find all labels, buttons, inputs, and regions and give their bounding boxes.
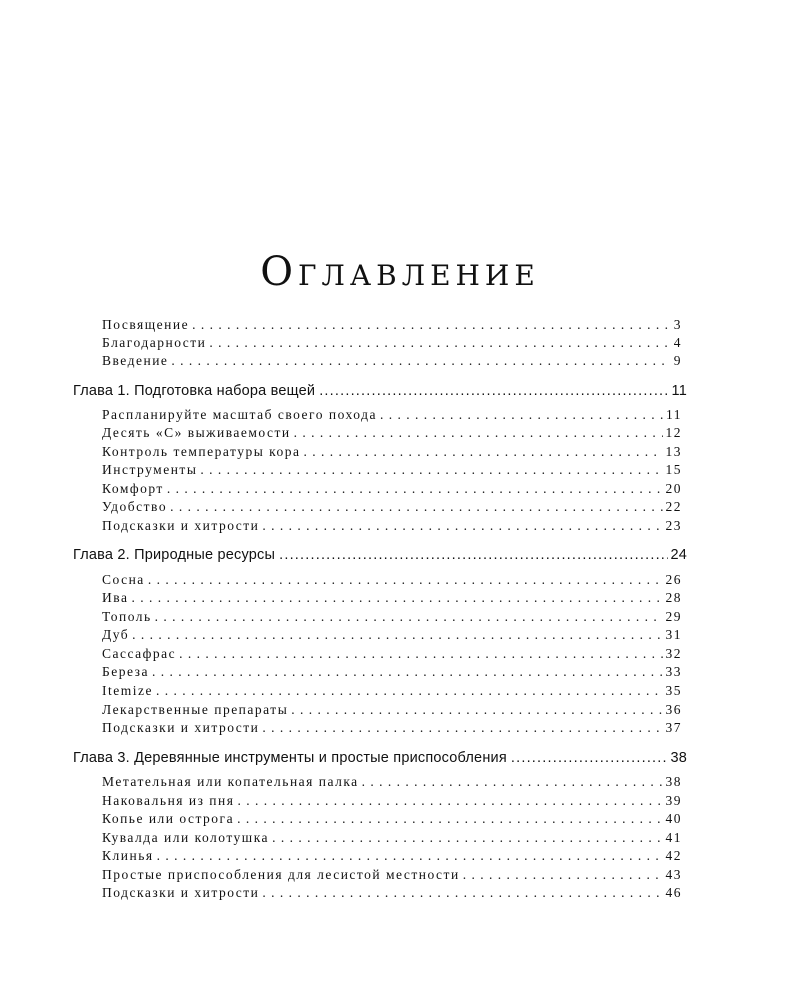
- dot-leader: [155, 608, 663, 626]
- dot-leader: [131, 589, 662, 607]
- dot-leader: [209, 334, 670, 352]
- toc-entry-label: Десять «С» выживаемости: [102, 425, 291, 440]
- toc-chapter-2[interactable]: [73, 546, 687, 564]
- dot-leader: [132, 626, 662, 644]
- toc-entry-label: Введение: [102, 353, 169, 368]
- toc-entry[interactable]: [102, 792, 682, 810]
- toc-entry-label: Распланируйте масштаб своего похода: [102, 407, 377, 422]
- toc-entry-label: Удобство: [102, 499, 168, 514]
- toc-entry[interactable]: [102, 461, 682, 479]
- toc-entry-page: 4: [673, 335, 682, 350]
- toc-entry-label: Благодарности: [102, 335, 207, 350]
- toc-entry-label: Лекарственные препараты: [102, 702, 289, 717]
- toc-entry-label: Посвящение: [102, 317, 190, 332]
- toc-entry-page: 9: [673, 353, 682, 368]
- toc-entry[interactable]: [102, 571, 682, 589]
- toc-entry-page: 40: [665, 811, 682, 826]
- toc-entry-page: 33: [665, 664, 682, 679]
- toc-entry[interactable]: [102, 517, 682, 535]
- toc-entry-page: 28: [665, 590, 682, 605]
- toc-entry-page: 13: [665, 444, 682, 459]
- toc-entry[interactable]: [102, 498, 682, 516]
- dot-leader: [156, 682, 663, 700]
- dot-leader: [167, 480, 663, 498]
- dot-leader: [463, 866, 663, 884]
- toc-chapter-3[interactable]: [73, 749, 687, 767]
- toc-entry-label: Сассафрас: [102, 646, 177, 661]
- toc-entry-page: 41: [665, 830, 682, 845]
- dot-leader: [157, 847, 663, 865]
- dot-leader: [171, 352, 670, 370]
- toc-entry[interactable]: [102, 866, 682, 884]
- toc-entry[interactable]: [102, 701, 682, 719]
- toc-entry-page: 46: [665, 885, 682, 900]
- toc-entry[interactable]: [102, 847, 682, 865]
- toc-entry-page: 31: [665, 627, 682, 642]
- toc-entry[interactable]: [102, 829, 682, 847]
- toc-chapter-title: Глава 2. Природные ресурсы: [73, 547, 276, 563]
- toc-entry-label: Подсказки и хитрости: [102, 518, 260, 533]
- toc-entry-label: Наковальня из пня: [102, 793, 235, 808]
- toc-entry[interactable]: [102, 406, 682, 424]
- toc-entry[interactable]: [102, 884, 682, 902]
- toc-entry[interactable]: [102, 682, 682, 700]
- toc-entry-label: Инструменты: [102, 462, 198, 477]
- toc-entry-label: Комфорт: [102, 481, 164, 496]
- toc-chapter-page: 11: [671, 383, 687, 399]
- dot-leader: [148, 571, 663, 589]
- toc-entry-label: Береза: [102, 664, 149, 679]
- toc-entry-label: Метательная или копательная палка: [102, 774, 359, 789]
- dot-leader: [291, 701, 662, 719]
- toc-entry[interactable]: [102, 608, 682, 626]
- dot-leader: [319, 382, 669, 400]
- toc-entry-page: 43: [665, 867, 682, 882]
- toc-entry-label: Сосна: [102, 572, 145, 587]
- page-title: Оглавление: [260, 249, 540, 295]
- toc-entry[interactable]: [102, 645, 682, 663]
- toc-entry-label: Itemize: [102, 683, 153, 698]
- dot-leader: [179, 645, 662, 663]
- toc-entry-page: 15: [665, 462, 682, 477]
- toc-entry-label: Ива: [102, 590, 129, 605]
- toc-entry-introduction[interactable]: [102, 352, 682, 370]
- dot-leader: [304, 443, 663, 461]
- toc-entry-page: 26: [665, 572, 682, 587]
- toc-chapter-page: 38: [670, 750, 687, 766]
- dot-leader: [511, 749, 669, 767]
- toc-chapter-title: Глава 3. Деревянные инструменты и простые приспособления: [73, 750, 507, 766]
- toc-entry-label: Контроль температуры кора: [102, 444, 301, 459]
- dot-leader: [237, 792, 662, 810]
- dot-leader: [262, 719, 662, 737]
- dot-leader: [279, 546, 668, 564]
- dot-leader: [272, 829, 662, 847]
- toc-entry-page: 12: [665, 425, 682, 440]
- toc-entry[interactable]: [102, 626, 682, 644]
- toc-entry[interactable]: [102, 663, 682, 681]
- toc-entry-label: Клинья: [102, 848, 154, 863]
- toc-entry[interactable]: [102, 424, 682, 442]
- toc-entry-label: Простые приспособления для лесистой местности: [102, 867, 460, 882]
- toc-entry[interactable]: [102, 443, 682, 461]
- dot-leader: [380, 406, 663, 424]
- toc-entry-label: Подсказки и хитрости: [102, 720, 260, 735]
- dot-leader: [200, 461, 662, 479]
- toc-entry[interactable]: [102, 810, 682, 828]
- toc-entry-label: Тополь: [102, 609, 152, 624]
- toc-entry-dedication[interactable]: [102, 316, 682, 334]
- toc-entry-page: 23: [665, 518, 682, 533]
- toc-entry-page: 35: [665, 683, 682, 698]
- toc-entry-page: 38: [665, 774, 682, 789]
- toc-entry[interactable]: [102, 719, 682, 737]
- toc-entry-page: 36: [665, 702, 682, 717]
- dot-leader: [294, 424, 663, 442]
- toc-entry-label: Копье или острога: [102, 811, 235, 826]
- toc-entry-page: 42: [665, 848, 682, 863]
- toc-entry-label: Подсказки и хитрости: [102, 885, 260, 900]
- toc-chapter-page: 24: [670, 547, 687, 563]
- toc-entry-page: 3: [673, 317, 682, 332]
- dot-leader: [170, 498, 662, 516]
- toc-entry-page: 20: [665, 481, 682, 496]
- toc-entry-page: 32: [665, 646, 682, 661]
- dot-leader: [192, 316, 671, 334]
- toc-entry[interactable]: [102, 480, 682, 498]
- toc-entry-page: 37: [665, 720, 682, 735]
- dot-leader: [262, 884, 662, 902]
- toc-entry-acknowledgements[interactable]: [102, 334, 682, 352]
- toc-entry-label: Дуб: [102, 627, 130, 642]
- dot-leader: [262, 517, 662, 535]
- toc-entry[interactable]: [102, 773, 682, 791]
- toc-chapter-title: Глава 1. Подготовка набора вещей: [73, 383, 316, 399]
- toc-entry[interactable]: [102, 589, 682, 607]
- dot-leader: [152, 663, 663, 681]
- dot-leader: [237, 810, 662, 828]
- toc-entry-page: 29: [665, 609, 682, 624]
- toc-entry-page: 11: [666, 407, 682, 422]
- toc-entry-page: 39: [665, 793, 682, 808]
- dot-leader: [362, 773, 663, 791]
- toc-entry-label: Кувалда или колотушка: [102, 830, 270, 845]
- toc-entry-page: 22: [665, 499, 682, 514]
- toc-chapter-1[interactable]: [73, 382, 687, 400]
